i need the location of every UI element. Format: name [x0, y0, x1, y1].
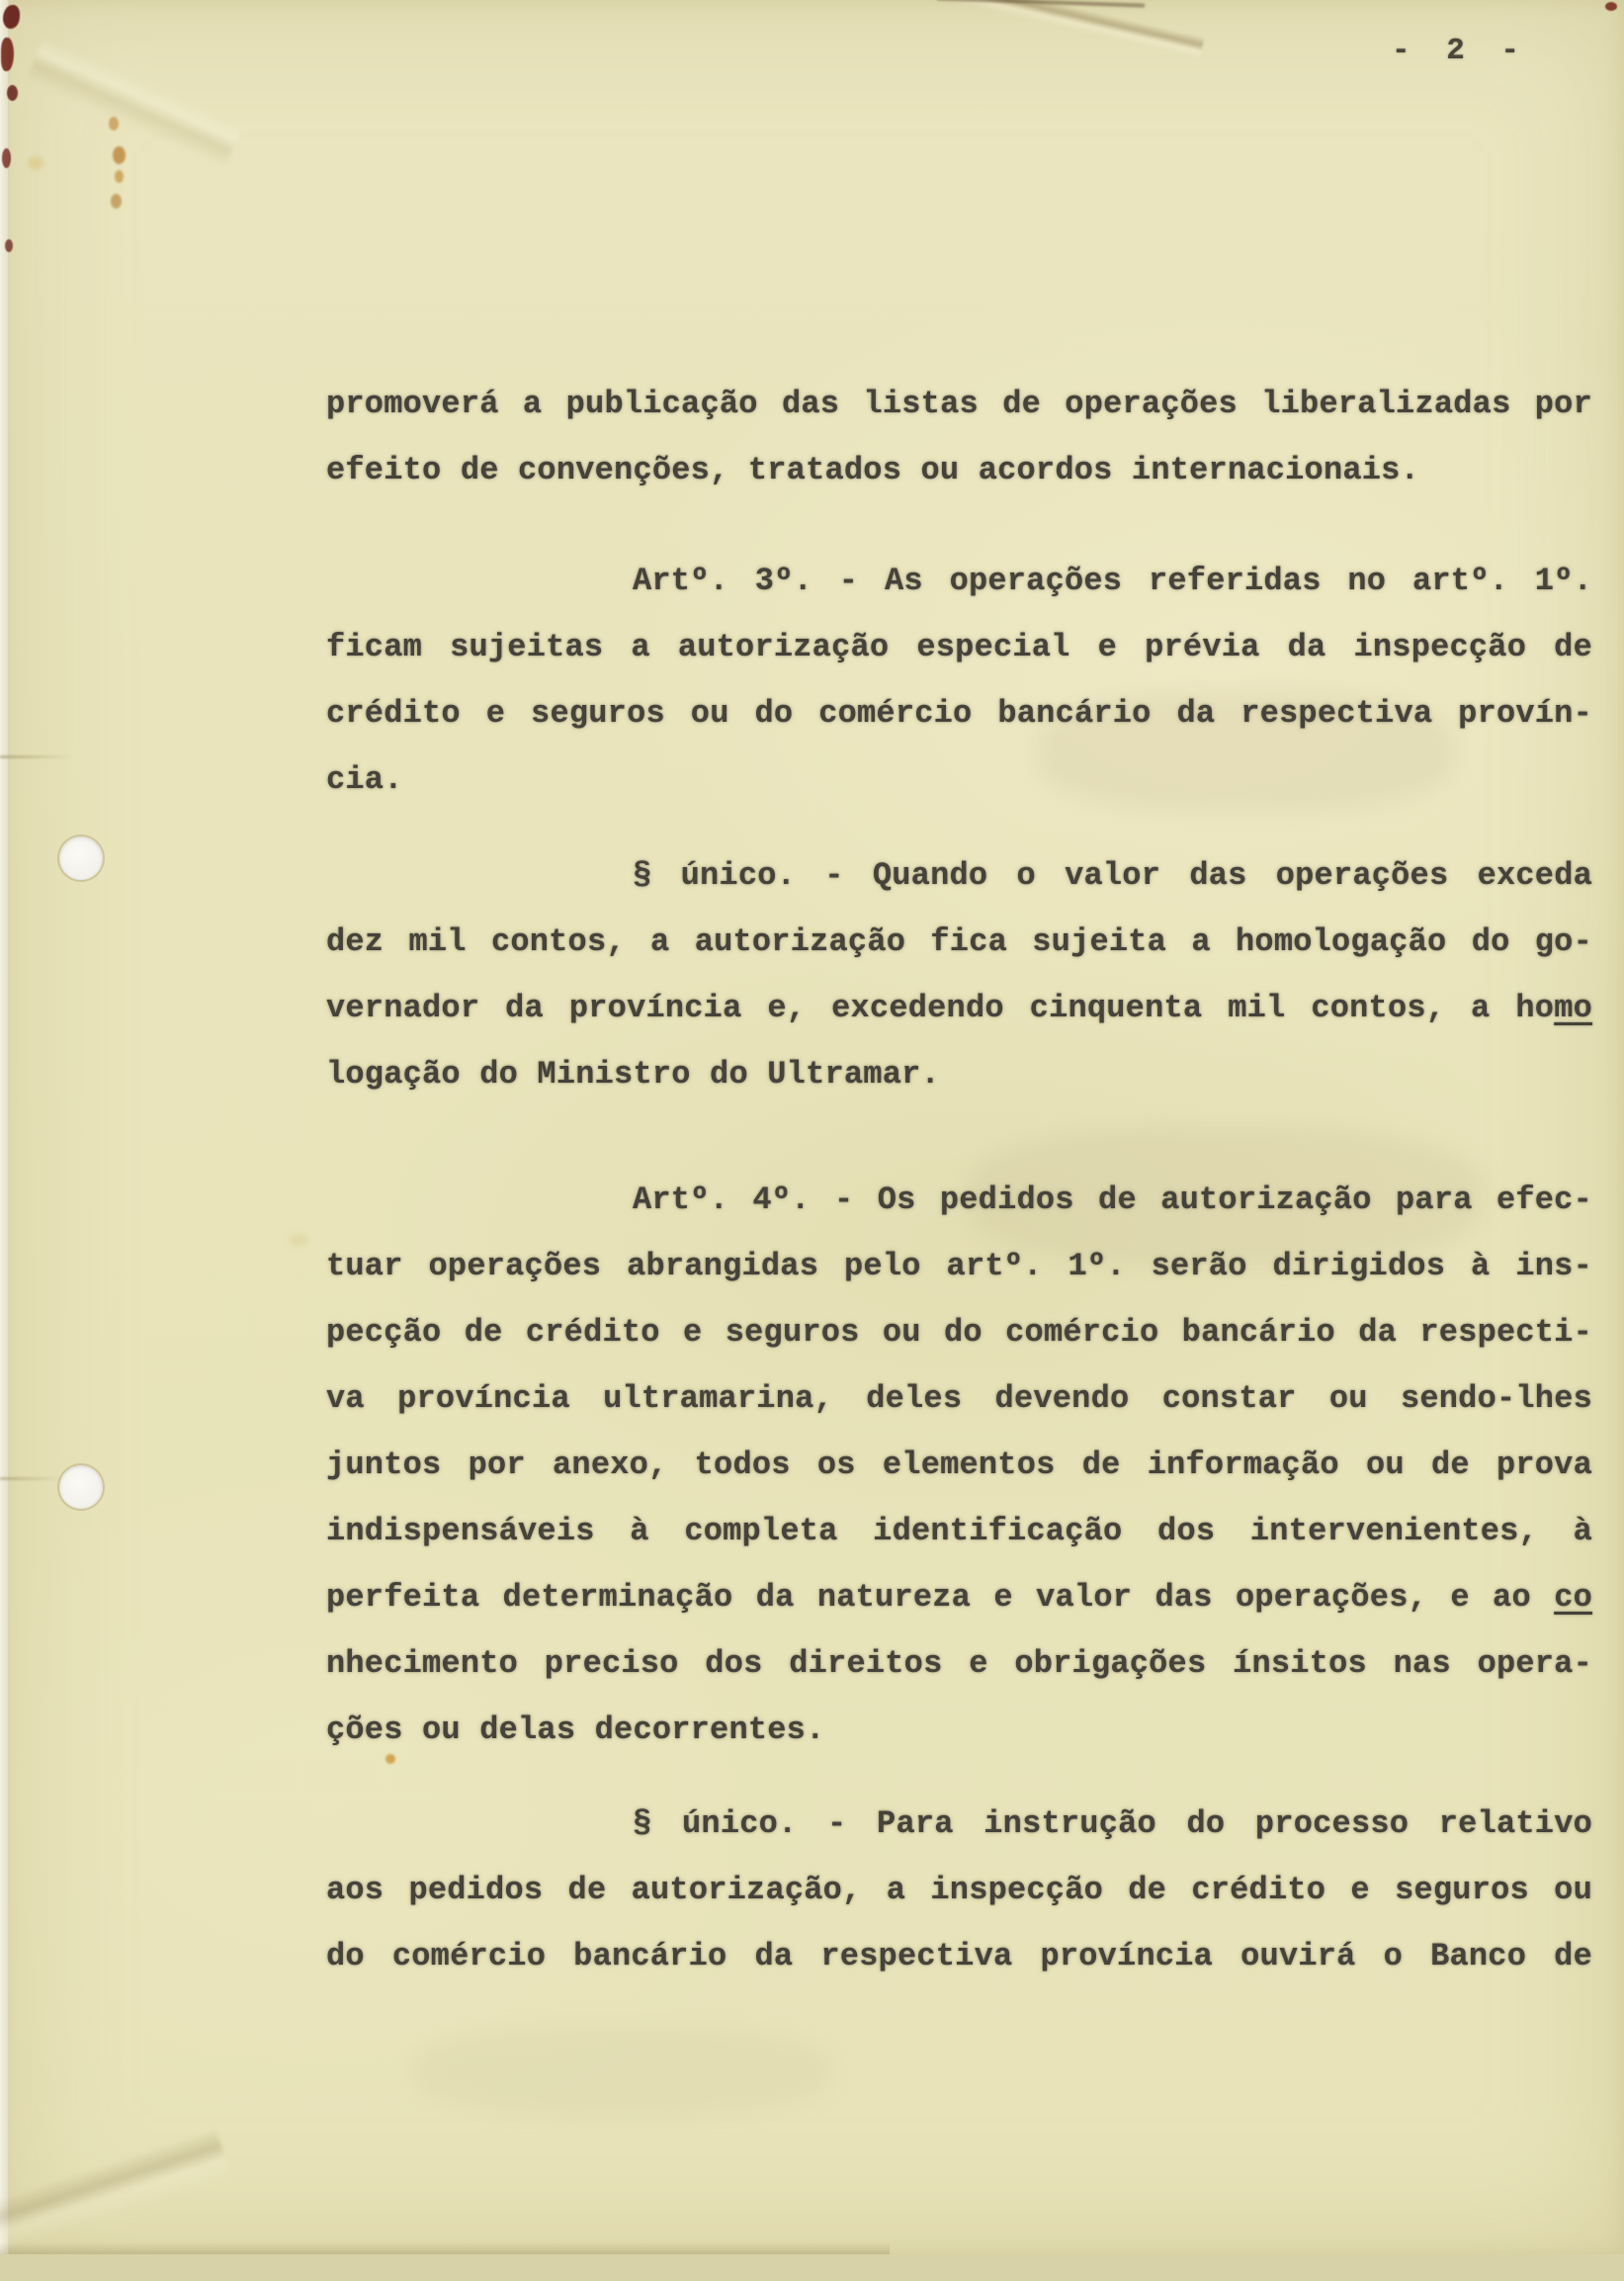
text-line: Artº. 4º. - Os pedidos de autorização para efec- — [633, 1182, 1592, 1218]
scan-edge — [0, 0, 9, 2254]
scan-edge-bottom — [0, 2242, 890, 2254]
paper-stain — [115, 170, 124, 183]
text-line: Artº. 3º. - As operações referidas no artº. 1º. — [633, 563, 1592, 599]
text-line: efeito de convenções, tratados ou acordos internacionais. — [326, 452, 1419, 488]
scan-mark — [1, 38, 14, 71]
paper-stain — [28, 156, 43, 170]
text-line: vernador da província e, excedendo cinquenta mil contos, a homo — [326, 990, 1592, 1026]
text-line: nhecimento preciso dos direitos e obrigações ínsitos nas opera- — [326, 1645, 1592, 1682]
paper-crease — [17, 0, 260, 188]
paper-crease — [937, 0, 1145, 8]
text-line: tuar operações abrangidas pelo artº. 1º. serão dirigidos à ins- — [326, 1248, 1592, 1284]
paper-crease — [0, 1477, 63, 1480]
scan-mark — [7, 85, 18, 101]
text-line: pecção de crédito e seguros ou do comércio bancário da respecti- — [326, 1314, 1592, 1351]
text-line: dez mil contos, a autorização fica sujeita a homologação do go- — [326, 923, 1592, 960]
text-line: perfeita determinação da natureza e valor das operações, e ao co — [326, 1579, 1592, 1616]
punch-hole — [59, 1465, 103, 1509]
text-line: aos pedidos de autorização, a inspecção de crédito e seguros ou — [326, 1872, 1592, 1908]
document-text — [326, 371, 1592, 1989]
text-line: promoverá a publicação das listas de operações liberalizadas por — [326, 386, 1592, 422]
paper-stain — [111, 194, 122, 209]
text-line: va província ultramarina, deles devendo constar ou sendo-lhes — [326, 1380, 1592, 1417]
scan-mark — [5, 239, 13, 252]
paragraph-article-4 — [326, 1167, 1592, 1763]
text-line: ções ou delas decorrentes. — [326, 1711, 825, 1748]
text-line: § único. - Quando o valor das operações exceda — [633, 857, 1592, 894]
text-line: ficam sujeitas a autorização especial e prévia da inspecção de — [326, 629, 1592, 665]
paragraph-article-3-unico — [326, 842, 1592, 1107]
paper-stain — [109, 117, 119, 131]
text-line: logação do Ministro do Ultramar. — [326, 1056, 940, 1093]
paragraph-article-3 — [326, 548, 1592, 813]
paper-stain — [113, 146, 126, 164]
page-number: - 2 - — [1392, 34, 1529, 68]
paper-stain — [289, 1234, 308, 1246]
text-line: § único. - Para instrução do processo relativo — [633, 1805, 1592, 1842]
paragraph-article-4-unico — [326, 1791, 1592, 1989]
text-line: juntos por anexo, todos os elementos de informação ou de prova — [326, 1447, 1592, 1483]
paper-crease — [0, 755, 73, 758]
scan-mark — [1605, 2, 1617, 11]
scan-mark — [2, 148, 11, 168]
paper-crease — [918, 0, 1208, 69]
text-line: crédito e seguros ou do comércio bancário da respectiva provín- — [326, 695, 1592, 732]
paragraph-continuation — [326, 371, 1592, 503]
text-line: do comércio bancário da respectiva província ouvirá o Banco de — [326, 1938, 1592, 1974]
punch-hole — [59, 836, 103, 880]
text-line: cia. — [326, 761, 403, 798]
paper-showthrough — [415, 2027, 830, 2116]
text-line: indispensáveis à completa identificação dos intervenientes, à — [326, 1513, 1592, 1549]
scan-mark — [3, 5, 20, 29]
